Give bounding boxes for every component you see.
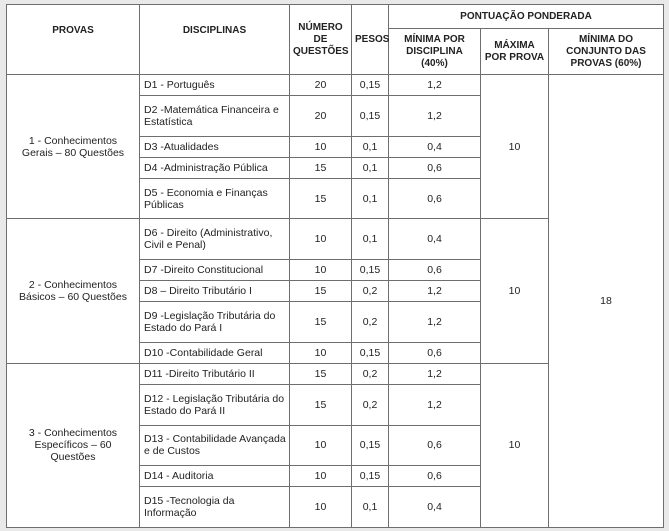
disciplina-cell: D14 - Auditoria	[140, 466, 290, 487]
questoes-cell: 10	[290, 487, 352, 528]
maxima-por-prova-cell: 10	[481, 219, 549, 363]
peso-cell: 0,1	[352, 136, 389, 157]
minima-cell: 0,6	[389, 466, 481, 487]
score-table	[6, 4, 664, 528]
questoes-cell: 10	[290, 219, 352, 260]
disciplina-cell: D2 -Matemática Financeira e Estatística	[140, 96, 290, 137]
disciplina-cell: D10 -Contabilidade Geral	[140, 342, 290, 363]
minima-cell: 1,2	[389, 384, 481, 425]
minima-cell: 1,2	[389, 363, 481, 384]
disciplina-cell: D8 – Direito Tributário I	[140, 281, 290, 302]
disciplina-cell: D11 -Direito Tributário II	[140, 363, 290, 384]
questoes-cell: 10	[290, 260, 352, 281]
peso-cell: 0,15	[352, 75, 389, 96]
questoes-cell: 20	[290, 75, 352, 96]
header-provas: PROVAS	[7, 5, 140, 75]
header-minima-conjunto: MÍNIMA DO CONJUNTO DAS PROVAS (60%)	[549, 29, 664, 75]
questoes-cell: 20	[290, 96, 352, 137]
peso-cell: 0,15	[352, 425, 389, 466]
questoes-cell: 15	[290, 281, 352, 302]
questoes-cell: 10	[290, 466, 352, 487]
questoes-cell: 15	[290, 363, 352, 384]
minima-cell: 0,4	[389, 487, 481, 528]
questoes-cell: 15	[290, 157, 352, 178]
peso-cell: 0,2	[352, 363, 389, 384]
peso-cell: 0,15	[352, 96, 389, 137]
header-maxima-por-prova: MÁXIMA POR PROVA	[481, 29, 549, 75]
peso-cell: 0,2	[352, 281, 389, 302]
questoes-cell: 10	[290, 136, 352, 157]
disciplina-cell: D15 -Tecnologia da Informação	[140, 487, 290, 528]
questoes-cell: 15	[290, 302, 352, 343]
minima-cell: 0,4	[389, 136, 481, 157]
peso-cell: 0,2	[352, 302, 389, 343]
minima-cell: 1,2	[389, 281, 481, 302]
questoes-cell: 15	[290, 384, 352, 425]
header-minima-por-disciplina: MÍNIMA POR DISCIPLINA (40%)	[389, 29, 481, 75]
disciplina-cell: D5 - Economia e Finanças Públicas	[140, 178, 290, 219]
peso-cell: 0,1	[352, 487, 389, 528]
peso-cell: 0,1	[352, 178, 389, 219]
disciplina-cell: D3 -Atualidades	[140, 136, 290, 157]
minima-cell: 0,4	[389, 219, 481, 260]
minima-cell: 0,6	[389, 157, 481, 178]
prova-group-label: 2 - Conhecimentos Básicos – 60 Questões	[7, 219, 140, 363]
peso-cell: 0,1	[352, 157, 389, 178]
disciplina-cell: D12 - Legislação Tributária do Estado do Pará II	[140, 384, 290, 425]
minima-cell: 0,6	[389, 178, 481, 219]
peso-cell: 0,1	[352, 219, 389, 260]
header-disciplinas: DISCIPLINAS	[140, 5, 290, 75]
table-sheet	[6, 4, 663, 528]
disciplina-cell: D7 -Direito Constitucional	[140, 260, 290, 281]
disciplina-cell: D13 - Contabilidade Avançada e de Custos	[140, 425, 290, 466]
minima-cell: 1,2	[389, 75, 481, 96]
prova-group-label: 3 - Conhecimentos Específicos – 60 Questões	[7, 363, 140, 527]
disciplina-cell: D4 -Administração Pública	[140, 157, 290, 178]
peso-cell: 0,15	[352, 342, 389, 363]
peso-cell: 0,15	[352, 260, 389, 281]
questoes-cell: 10	[290, 342, 352, 363]
minima-cell: 0,6	[389, 342, 481, 363]
header-pontuacao-ponderada: PONTUAÇÃO PONDERADA	[389, 5, 664, 29]
header-pesos: PESOS	[352, 5, 389, 75]
disciplina-cell: D1 - Português	[140, 75, 290, 96]
questoes-cell: 10	[290, 425, 352, 466]
disciplina-cell: D6 - Direito (Administrativo, Civil e Penal)	[140, 219, 290, 260]
prova-group-label: 1 - Conhecimentos Gerais – 80 Questões	[7, 75, 140, 219]
minima-cell: 0,6	[389, 425, 481, 466]
minima-cell: 0,6	[389, 260, 481, 281]
disciplina-cell: D9 -Legislação Tributária do Estado do Pará I	[140, 302, 290, 343]
maxima-por-prova-cell: 10	[481, 363, 549, 527]
header-numero-questoes: NÚMERO DE QUESTÕES	[290, 5, 352, 75]
minima-conjunto-cell: 18	[549, 75, 664, 528]
minima-cell: 1,2	[389, 302, 481, 343]
minima-cell: 1,2	[389, 96, 481, 137]
questoes-cell: 15	[290, 178, 352, 219]
peso-cell: 0,2	[352, 384, 389, 425]
maxima-por-prova-cell: 10	[481, 75, 549, 219]
peso-cell: 0,15	[352, 466, 389, 487]
